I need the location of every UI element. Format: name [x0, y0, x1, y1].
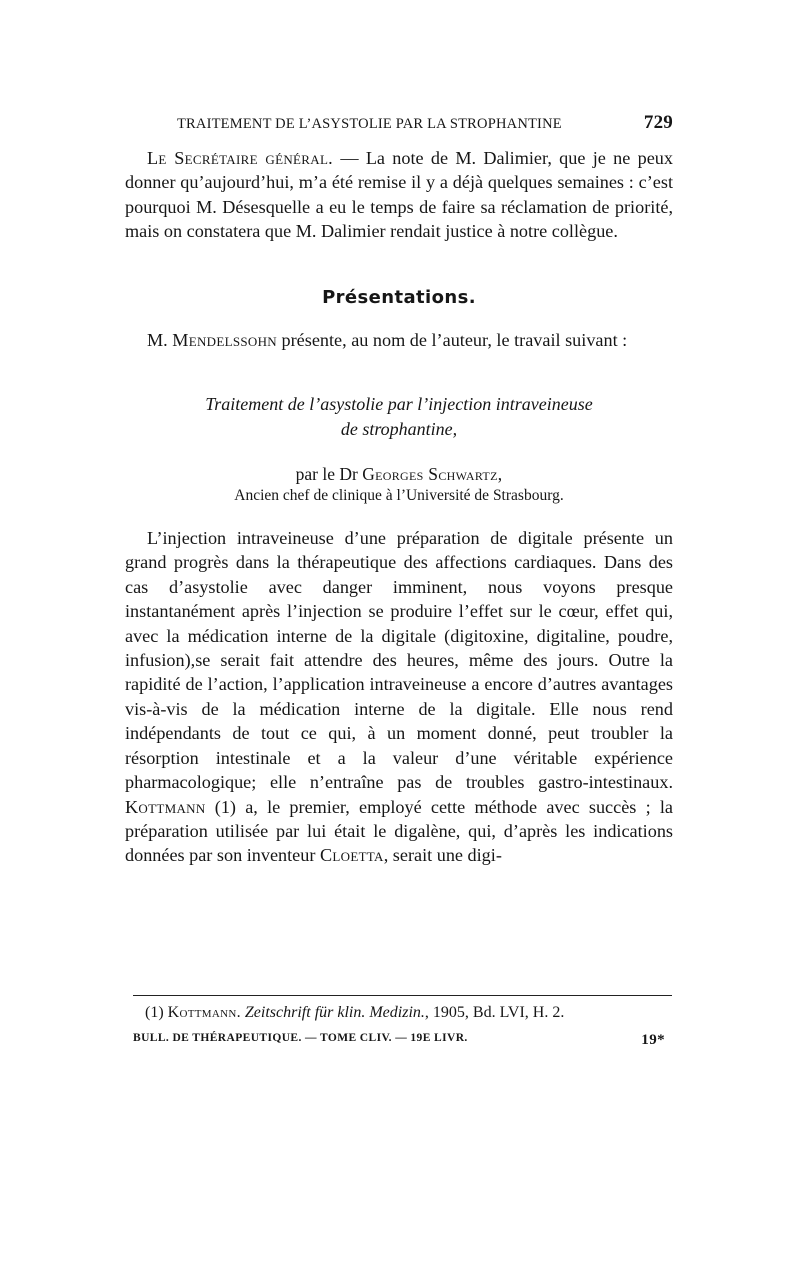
body-part-2: (1) a, le premier, employé cette méthode avec succès ; la préparation utilisée par lui était le digalène, qui, d’après les indications données par son inventeur [125, 796, 673, 866]
cited-name-cloetta: Cloetta [319, 845, 384, 866]
cited-name-kottmann: Kottmann [125, 796, 206, 817]
footnote-marker: (1) [145, 1004, 168, 1021]
work-title-line-2: de strophantine, [340, 419, 458, 440]
footnote-author: Kottmann. [167, 1004, 241, 1021]
work-title [125, 392, 673, 442]
body-paragraph [125, 526, 673, 868]
running-head [125, 112, 673, 134]
body-text [125, 526, 673, 868]
printer-signature [133, 1032, 665, 1049]
presentation-text: présente, au nom de l’auteur, le travail suivant : [276, 329, 628, 350]
opening-paragraph [125, 146, 673, 244]
page-content [125, 112, 673, 868]
body-part-3: , serait une digi- [383, 845, 502, 866]
body-part-1: L’injection intraveineuse d’une préparation de digitale présente un grand progrès dans la thérapeutique des affections cardiaques. Dans des cas d’asystolie avec danger imminent, nous voyons presque instantanément après l’injection se produire l’effet sur le cœur, effet qui, avec la médication interne de la digitale (digitoxine, digitaline, poudre, infusion),se serait fait attendre des heures, même des jours. Outre la rapidité de l’action, l’application intraveineuse a encore d’autres avantages vis-à-vis de la médication interne de la digitale. Elle nous rend indépendants de tout ce qui, à un moment donné, peut troubler la résorption intestinale et a la valeur d’une véritable expérience pharmacologique; elle n’entraîne pas de troubles gastro-intestinaux. [125, 528, 673, 793]
footnote-rule [133, 995, 672, 996]
footnote [145, 1003, 665, 1023]
footnote-details: , 1905, Bd. LVI, H. 2. [424, 1004, 565, 1021]
opening-text: — La note de M. Dalimier, que je ne peux donner qu’aujourd’hui, m’a été remise il y a déjà quelques semaines : c’est pourquoi M. Désesquelle a eu le temps de faire sa réclamation de priorité, mais on constatera que M. Dalimier rendait justice à notre collègue. [125, 148, 673, 242]
presentation-paragraph [125, 328, 673, 352]
author-line [125, 462, 673, 486]
work-title-line-1: Traitement de l’asystolie par l’injection intraveineuse [205, 394, 593, 415]
signature-text: BULL. DE THÉRAPEUTIQUE. — TOME CLIV. — 19E LIVR. [133, 1032, 468, 1044]
running-head-title: TRAITEMENT DE L’ASYSTOLIE PAR LA STROPHANTINE [177, 116, 562, 132]
signature-mark: 19* [641, 1032, 665, 1048]
presentation-lead: M. [147, 329, 173, 350]
section-title: Présentations. [322, 286, 476, 308]
presenter-name: Mendelssohn [172, 329, 277, 350]
footnote-journal: Zeitschrift für klin. Medizin. [240, 1004, 425, 1021]
author-name: Georges Schwartz, [362, 464, 503, 485]
author-affiliation: Ancien chef de clinique à l’Université de Strasbourg. [234, 487, 564, 505]
speaker-name: Le Secrétaire général. [147, 148, 334, 168]
page-number: 729 [643, 112, 673, 133]
author-prefix: par le Dr [295, 464, 363, 485]
